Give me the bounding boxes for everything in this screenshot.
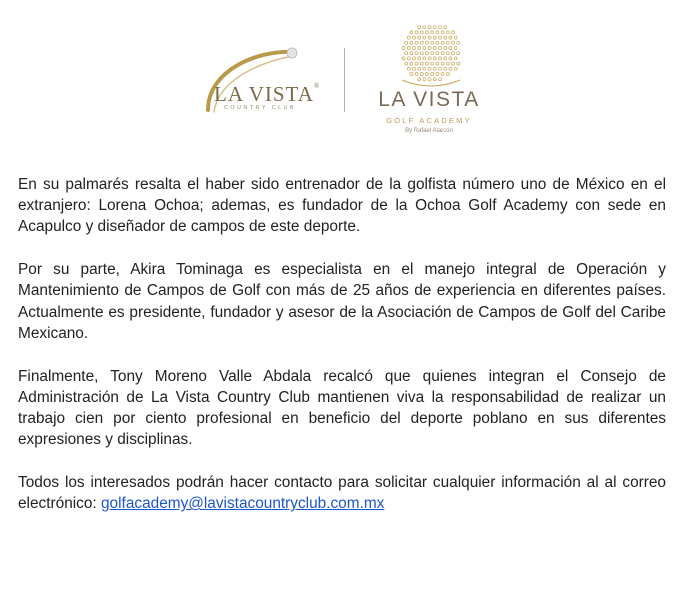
logo-divider bbox=[344, 48, 345, 112]
paragraph-3: Finalmente, Tony Moreno Valle Abdala recalcó que quienes integran el Consejo de Administración de La Vista Country Club mantienen viva la responsabilidad de realizar un trabajo cien por ciento profesional en beneficio del deporte poblano en sus diferentes expresiones y disciplinas. bbox=[18, 367, 666, 449]
golf-academy-subtitle: GOLF ACADEMY bbox=[386, 116, 472, 125]
country-club-subtitle: COUNTRY CLUB bbox=[224, 105, 296, 111]
paragraph-contact bbox=[18, 472, 666, 514]
country-club-brand: LA VISTA® bbox=[214, 82, 321, 106]
header-logos bbox=[0, 0, 700, 160]
article-body bbox=[18, 174, 666, 536]
paragraph-1: En su palmarés resalta el haber sido entrenador de la golfista número uno de México en el extranjero: Lorena Ochoa; ademas, es fundador de la Ochoa Golf Academy con sede en Acapulco y diseñador de campos de este deporte. bbox=[18, 176, 666, 236]
contact-text: Todos los interesados podrán hacer contacto para solicitar cualquier información al al correo electrónico: bbox=[18, 474, 666, 513]
golf-academy-brand: LA VISTA bbox=[378, 88, 480, 111]
paragraph-2: Por su parte, Akira Tominaga es especialista en el manejo integral de Operación y Mantenimiento de Campos de Golf con más de 25 años de experiencia en diferentes países. Actualmente es presidente, fundador y asesor de la Asociación de Campos de Golf del Caribe Mexicano. bbox=[18, 261, 666, 342]
golf-ball-dots-icon bbox=[392, 18, 470, 90]
contact-email-link[interactable]: golfacademy@lavistacountryclub.com.mx bbox=[101, 495, 385, 513]
golf-academy-byline: By Rafael Alarcón bbox=[405, 128, 453, 134]
